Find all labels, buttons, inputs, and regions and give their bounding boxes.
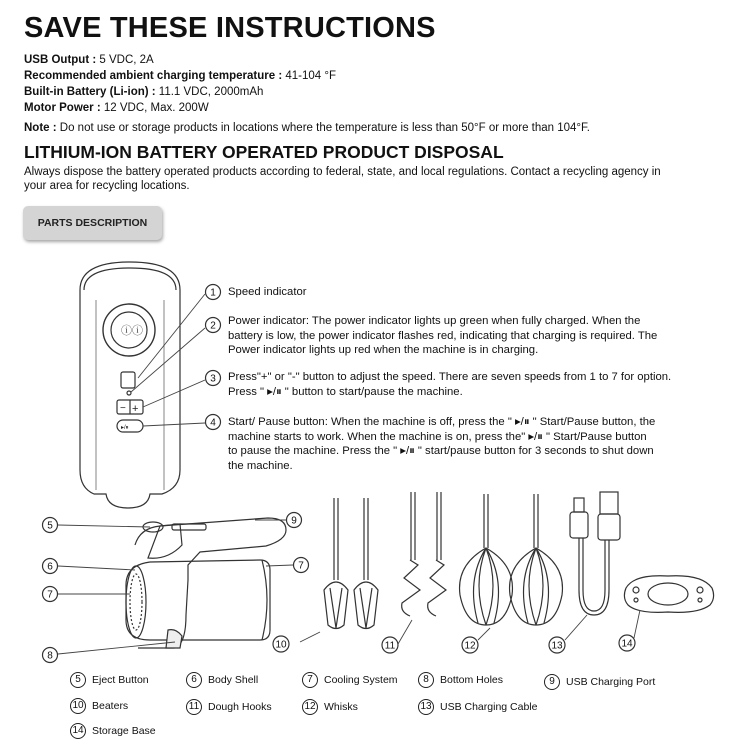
plus-button-icon: + bbox=[132, 403, 139, 415]
callout-number-4: 4 bbox=[210, 417, 216, 429]
minus-button-icon: − bbox=[120, 403, 126, 414]
legend-item-14: 14 Storage Base bbox=[70, 723, 156, 739]
play-pause-icon: ▸/⏸ bbox=[121, 425, 129, 431]
diagram-number-8: 8 bbox=[47, 650, 53, 662]
spec-note: Note : Do not use or storage products in locations where the temperature is less than 50°F or more than 104°F. bbox=[24, 122, 590, 134]
dough-hooks-drawing bbox=[402, 492, 446, 616]
disposal-text: Always dispose the battery operated products according to federal, state, and local regulations. Contact a recycling agency in your area for recycling locations. bbox=[24, 166, 661, 192]
disposal-heading: LITHIUM-ION BATTERY OPERATED PRODUCT DISPOSAL bbox=[24, 142, 504, 162]
diagram-number-10: 10 bbox=[275, 639, 287, 651]
callout-2-text: Power indicator: The power indicator lights up green when fully charged. When the battery is low, the power indicator flashes red, indicating that charging is required. The Power indicator lights up red when the machine is in charging. bbox=[228, 315, 658, 356]
whisks-drawing bbox=[460, 494, 563, 625]
page-title: SAVE THESE INSTRUCTIONS bbox=[24, 12, 436, 44]
diagram-number-7b: 7 bbox=[298, 560, 304, 572]
eject-icon: ⓘⓘ bbox=[121, 325, 143, 337]
callout-4-text: Start/ Pause button: When the machine is off, press the " ▸/⏸ " Start/Pause button, the machine starts to work. When the machine is on, press the" ▸/⏸ " Start/Pause button to pause the machine. Press the " ▸/⏸ " start/pause button for 3 seconds to shut down the machine. bbox=[228, 416, 656, 472]
legend-item-12: 12 Whisks bbox=[302, 699, 358, 715]
spec-usb-output: USB Output : 5 VDC, 2A bbox=[24, 54, 154, 66]
legend-item-6: 6 Body Shell bbox=[186, 672, 258, 688]
legend-item-7: 7 Cooling System bbox=[302, 672, 398, 688]
spec-motor-power: Motor Power : 12 VDC, Max. 200W bbox=[24, 102, 209, 114]
diagram-number-9: 9 bbox=[291, 515, 297, 527]
mixer-side-view bbox=[126, 518, 286, 648]
diagram-number-6: 6 bbox=[47, 561, 53, 573]
legend-item-13: 13 USB Charging Cable bbox=[418, 699, 537, 715]
legend-item-5: 5 Eject Button bbox=[70, 672, 149, 688]
beaters-drawing bbox=[324, 498, 378, 629]
diagram-number-12: 12 bbox=[464, 640, 476, 652]
legend-item-11: 11 Dough Hooks bbox=[186, 699, 272, 715]
callout-number-3: 3 bbox=[210, 373, 216, 385]
callout-number-2: 2 bbox=[210, 320, 216, 332]
spec-charging-temp: Recommended ambient charging temperature : 41-104 °F bbox=[24, 70, 336, 82]
diagram-number-14: 14 bbox=[621, 638, 633, 650]
callout-3-text: Press"+" or "-" button to adjust the speed. There are seven speeds from 1 to 7 for option. Press " ▸/⏸ " button to start/pause the machine. bbox=[228, 371, 672, 398]
usb-cable-drawing bbox=[570, 492, 620, 615]
legend-item-10: 10 Beaters bbox=[70, 698, 128, 714]
spec-battery: Built-in Battery (Li-ion) : 11.1 VDC, 2000mAh bbox=[24, 86, 264, 98]
storage-base-drawing bbox=[624, 576, 713, 613]
diagram-number-5: 5 bbox=[47, 520, 53, 532]
legend-item-8: 8 Bottom Holes bbox=[418, 672, 503, 688]
parts-description-button[interactable]: PARTS DESCRIPTION bbox=[23, 206, 162, 240]
diagram-number-13: 13 bbox=[551, 640, 563, 652]
legend-item-9: 9 USB Charging Port bbox=[544, 674, 655, 690]
callout-number-1: 1 bbox=[210, 287, 216, 299]
diagram-number-11: 11 bbox=[384, 640, 396, 652]
callout-1-text: Speed indicator bbox=[228, 286, 307, 298]
diagram-number-7: 7 bbox=[47, 589, 53, 601]
mixer-top-view bbox=[80, 262, 180, 508]
